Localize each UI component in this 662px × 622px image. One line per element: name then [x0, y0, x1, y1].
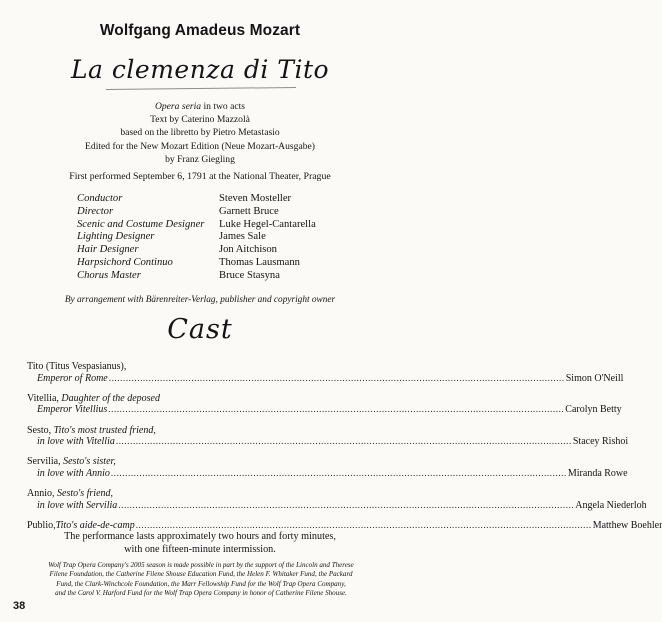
- cast-entry: [27, 361, 624, 384]
- cast-role-note: Sesto's sister,: [63, 456, 116, 468]
- arrangement-note: By arrangement with Bärenreiter-Verlag, publisher and copyright owner: [64, 295, 336, 305]
- credit-row: [77, 219, 377, 232]
- cast-role: [27, 425, 377, 437]
- cast-role-line: [27, 372, 624, 385]
- genre-italic: Opera seria: [154, 101, 202, 112]
- credit-row: [77, 270, 377, 283]
- credit-role: Chorus Master: [77, 269, 141, 281]
- genre-line: [0, 100, 400, 113]
- cast-role-line: [27, 404, 622, 416]
- credit-name: Garnett Bruce: [219, 205, 279, 217]
- cast-singer: Simon O'Neill: [565, 372, 624, 384]
- duration-line: with one fifteen-minute intermission.: [124, 543, 276, 555]
- dot-leader: ................................................................................................................................................................: [108, 372, 565, 383]
- duration-line: The performance lasts approximately two hours and forty minutes,: [64, 531, 336, 542]
- cast-role-name: Annio,: [27, 488, 57, 500]
- dot-leader: ................................................................................................................................................................: [135, 519, 592, 530]
- credit-row: [77, 193, 377, 206]
- cast-entry: [27, 456, 628, 479]
- funding-line: and the Carol V. Harford Fund for the Wolf Trap Opera Company in honor of Catherine Filene Shouse.: [55, 589, 347, 598]
- cast-role-desc: Emperor Vitellius: [37, 404, 108, 416]
- cast-role-desc: Emperor of Rome: [37, 372, 108, 384]
- cast-role-note: Sesto's friend,: [57, 488, 114, 500]
- opera-title: La clemenza di Tito: [70, 55, 330, 84]
- text-by-line: Text by Caterino Mazzolà: [150, 114, 250, 126]
- cast-entry: [27, 392, 622, 416]
- cast-singer: Angela Niederloh: [575, 499, 647, 511]
- credit-name: James Sale: [219, 231, 266, 243]
- credit-name: Jon Aitchison: [219, 244, 277, 256]
- credit-row: [77, 231, 377, 244]
- credit-row: [77, 206, 377, 219]
- credit-name: Luke Hegel-Cantarella: [219, 218, 316, 230]
- cast-role-name: Vitellia,: [27, 392, 62, 404]
- cast-role-desc: in love with Annio: [37, 467, 110, 479]
- funding-line: Filene Foundation, the Catherine Filene Shouse Education Fund, the Helen F. Whitaker Fund, the Packard: [49, 570, 353, 579]
- credit-role: Hair Designer: [77, 244, 139, 256]
- cast-entry: [27, 488, 647, 511]
- credit-name: Steven Mosteller: [219, 193, 292, 204]
- credit-role: Director: [77, 205, 114, 217]
- composer-name: Wolfgang Amadeus Mozart: [99, 22, 301, 39]
- cast-entry: [27, 519, 662, 532]
- cast-role-name: Sesto,: [27, 424, 54, 436]
- credit-name: Bruce Stasyna: [219, 269, 280, 281]
- edited-for-line: Edited for the New Mozart Edition (Neue Mozart-Ausgabe): [85, 140, 315, 152]
- cast-role-line: [27, 519, 662, 532]
- cast-role-desc: in love with Servilia: [37, 499, 118, 511]
- cast-singer: Miranda Rowe: [567, 467, 628, 479]
- editor-line: by Franz Giegling: [165, 153, 235, 165]
- dot-leader: ................................................................................................................................................................: [115, 436, 572, 447]
- subtitle-block: [0, 100, 400, 166]
- title-underline: [106, 87, 296, 90]
- credit-role: Conductor: [77, 193, 123, 204]
- cast-role-name: Publio,: [27, 519, 56, 531]
- cast-role-note: Daughter of the deposed: [61, 392, 160, 404]
- cast-role-line: [27, 467, 628, 480]
- funding-note: [32, 561, 370, 599]
- cast-list: [27, 361, 662, 540]
- cast-role: [27, 488, 377, 500]
- credit-name: Thomas Lausmann: [219, 256, 300, 268]
- genre-rest: in two acts: [201, 101, 246, 112]
- cast-singer: Carolyn Betty: [565, 404, 622, 416]
- cast-role-line: [27, 499, 647, 512]
- duration-note: [0, 531, 400, 556]
- cast-role: [27, 456, 377, 468]
- funding-line: Wolf Trap Opera Company's 2005 season is made possible in part by the support of the Lincoln and Therese: [48, 561, 354, 569]
- cast-heading: Cast: [167, 314, 233, 345]
- cast-role-desc: in love with Vitellia: [37, 436, 115, 448]
- funding-line: Fund, the Clark-Winchcole Foundation, the Marr Fellowship Fund for the Wolf Trap Opera Company,: [56, 579, 346, 588]
- credit-row: [77, 257, 377, 270]
- cast-role-desc: Tito's aide-de-camp: [55, 519, 135, 531]
- credit-role: Harpsichord Continuo: [77, 256, 173, 268]
- cast-role-line: [27, 436, 629, 448]
- credit-role: Lighting Designer: [77, 231, 155, 243]
- premiere-line: First performed September 6, 1791 at the National Theater, Prague: [69, 171, 331, 182]
- cast-entry: [27, 424, 629, 448]
- cast-role-note: Tito's most trusted friend,: [53, 424, 156, 436]
- cast-singer: Stacey Rishoi: [572, 436, 629, 448]
- dot-leader: ................................................................................................................................................................: [108, 404, 565, 415]
- dot-leader: ................................................................................................................................................................: [118, 499, 575, 510]
- page-number: 38: [13, 600, 26, 612]
- cast-role-name: Servilia,: [27, 456, 64, 468]
- cast-role: [27, 393, 377, 405]
- cast-role: Tito (Titus Vespasianus),: [27, 361, 127, 372]
- credit-role: Scenic and Costume Designer: [77, 218, 205, 230]
- credit-row: [77, 244, 377, 257]
- dot-leader: ................................................................................................................................................................: [110, 467, 567, 478]
- cast-singer: Matthew Boehler: [592, 519, 662, 531]
- based-on-line: based on the libretto by Pietro Metastasio: [120, 127, 280, 139]
- credits-list: [77, 193, 377, 283]
